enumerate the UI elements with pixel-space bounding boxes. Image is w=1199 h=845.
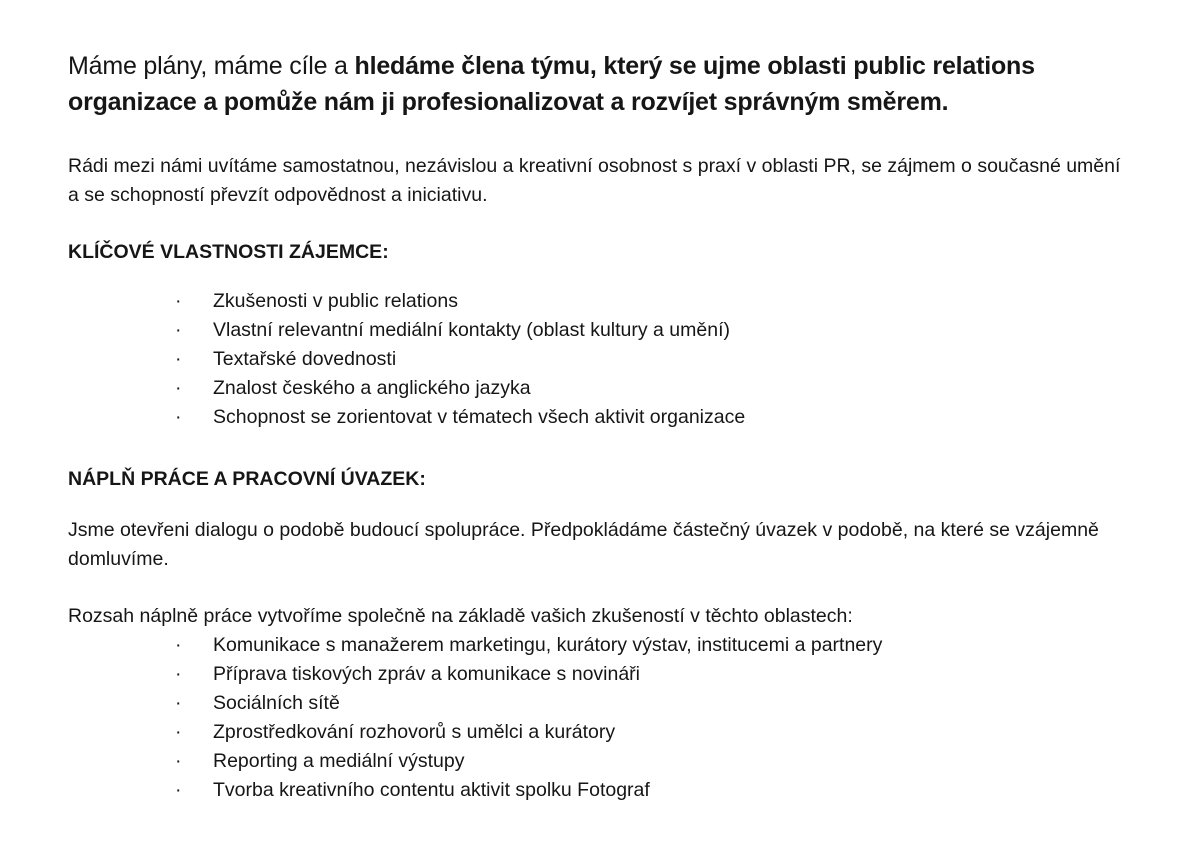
list-item-text: Schopnost se zorientovat v tématech všech aktivit organizace — [213, 406, 746, 428]
qualities-heading: KLÍČOVÉ VLASTNOSTI ZÁJEMCE: — [68, 241, 389, 263]
list-item — [68, 718, 1135, 747]
bullet-dot: · — [175, 663, 182, 685]
bullet-dot: · — [175, 348, 182, 370]
list-item — [68, 660, 1135, 689]
list-item-text: Tvorba kreativního contentu aktivit spolku Fotograf — [213, 779, 650, 801]
job-scope-list — [68, 631, 1135, 805]
list-item — [68, 776, 1135, 805]
job-paragraph: Jsme otevřeni dialogu o podobě budoucí spolupráce. Předpokládáme částečný úvazek v podobě, na které se vzájemně domluvíme. — [68, 519, 1099, 570]
list-item-text: Komunikace s manažerem marketingu, kurátory výstav, institucemi a partnery — [213, 634, 883, 656]
list-item-text: Zkušenosti v public relations — [213, 290, 458, 312]
intro-bold-text: hledáme člena týmu, který se ujme oblasti public relations organizace a pomůže nám ji profesionalizovat a rozvíjet správným směrem. — [68, 52, 1035, 116]
bullet-dot: · — [175, 779, 182, 801]
bullet-dot: · — [175, 290, 182, 312]
list-item-text: Zprostředkování rozhovorů s umělci a kurátory — [213, 721, 616, 743]
list-item — [68, 689, 1135, 718]
list-item-text: Textařské dovednosti — [213, 348, 397, 370]
intro-regular-text: Máme plány, máme cíle a — [68, 52, 355, 80]
about-paragraph: Rádi mezi námi uvítáme samostatnou, nezávislou a kreativní osobnost s praxí v oblasti PR, se zájmem o současné umění a se schopností převzít odpovědnost a iniciativu. — [68, 155, 1121, 206]
list-item — [68, 287, 1135, 316]
list-item-text: Znalost českého a anglického jazyka — [213, 377, 531, 399]
list-item-text: Příprava tiskových zpráv a komunikace s novináři — [213, 663, 641, 685]
bullet-dot: · — [175, 721, 182, 743]
scope-lead: Rozsah náplně práce vytvoříme společně na základě vašich zkušeností v těchto oblastech: — [68, 605, 853, 627]
list-item — [68, 374, 1135, 403]
list-item-text: Reporting a mediální výstupy — [213, 750, 465, 772]
list-item — [68, 747, 1135, 776]
job-heading: NÁPLŇ PRÁCE A PRACOVNÍ ÚVAZEK: — [68, 468, 426, 490]
bullet-dot: · — [175, 634, 182, 656]
list-item — [68, 631, 1135, 660]
bullet-dot: · — [175, 692, 182, 714]
bullet-dot: · — [175, 406, 182, 428]
bullet-dot: · — [175, 319, 182, 341]
intro-paragraph — [68, 48, 1088, 120]
list-item-text: Sociálních sítě — [213, 692, 340, 714]
list-item — [68, 403, 1135, 432]
list-item-text: Vlastní relevantní mediální kontakty (oblast kultury a umění) — [213, 319, 730, 341]
bullet-dot: · — [175, 750, 182, 772]
list-item — [68, 345, 1135, 374]
bullet-dot: · — [175, 377, 182, 399]
qualities-list — [68, 287, 1135, 432]
list-item — [68, 316, 1135, 345]
